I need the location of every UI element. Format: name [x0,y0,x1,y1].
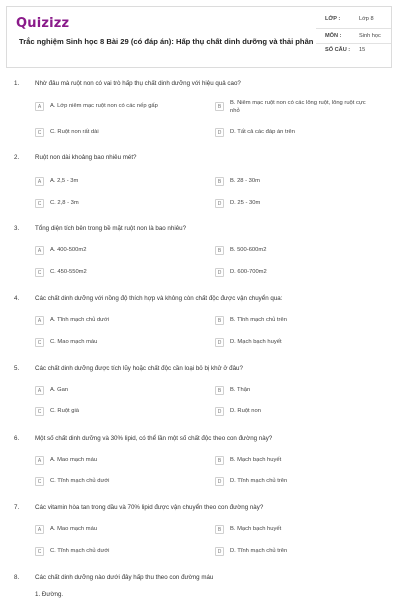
option-text: D. Tất cả các đáp án trên [230,129,295,135]
meta-grade [316,12,391,26]
option-text: D. 25 - 30m [230,200,261,206]
option-letter: A [35,386,44,395]
question-number: 4. [14,295,20,302]
question-number: 1. [14,80,20,87]
option-letter: D [215,199,224,208]
question-text: Một số chất dinh dưỡng và 30% lipid, có thể lần một số chất độc theo con đường này? [35,435,273,442]
option-letter: C [35,338,44,347]
option-letter: B [215,177,224,186]
option-letter: A [35,456,44,465]
option-text: C. Ruột già [50,408,79,414]
meta-label: LỚP : [325,16,341,22]
option-letter: C [35,407,44,416]
option-text: C. Mao mạch máu [50,339,98,345]
option-letter: D [215,338,224,347]
option-text: B. Tĩnh mạch chủ trên [230,317,287,323]
meta-value: Sinh học [359,33,381,39]
question-text: Các chất dinh dưỡng được tích lũy hoặc chất độc cần loại bỏ bị khử ở đâu? [35,365,243,372]
option-letter: B [215,525,224,534]
question-text: Tổng diện tích bên trong bề mặt ruột non là bao nhiêu? [35,225,187,232]
option-text: B. Thận [230,387,251,393]
option-letter: C [35,477,44,486]
meta-value: Lớp 8 [359,16,374,22]
question-number: 7. [14,504,20,511]
option-text: B. Niêm mạc ruột non có các lông ruột, lông ruột cực nhỏ [230,100,366,114]
option-letter: D [215,477,224,486]
question-number: 6. [14,435,20,442]
option-text: A. Gan [50,387,69,393]
question-text: Các chất dinh dưỡng với nồng độ thích hợp và không còn chất độc được vận chuyển qua: [35,295,283,302]
question-subtext: 1. Đường. [35,591,64,598]
option-text: D. 600-700m2 [230,269,267,275]
option-letter: C [35,547,44,556]
option-letter: B [215,102,224,111]
option-text: A. 400-500m2 [50,247,87,253]
brand-logo: Quizizz [16,16,70,31]
option-letter: B [215,456,224,465]
option-text: A. Mao mạch máu [50,526,98,532]
option-text: D. Ruột non [230,408,261,414]
option-letter: A [35,525,44,534]
question-number: 3. [14,225,20,232]
option-text: A. Lớp niêm mạc ruột non có các nếp gấp [50,103,158,109]
option-letter: C [35,128,44,137]
option-text: A. Tĩnh mạch chủ dưới [50,317,110,323]
option-text: B. 500-600m2 [230,247,267,253]
meta-label: MÔN : [325,33,342,39]
option-text: B. Mạch bạch huyết [230,526,282,532]
option-text: D. Tĩnh mạch chủ trên [230,478,288,484]
question-number: 2. [14,154,20,161]
option-letter: A [35,102,44,111]
meta-subject [316,28,391,44]
option-text: D. Mạch bạch huyết [230,339,282,345]
option-text: C. Tĩnh mạch chủ dưới [50,478,110,484]
worksheet-title: Trắc nghiệm Sinh học 8 Bài 29 (có đáp án): Hấp thụ chất dinh dưỡng và thải phân [19,37,314,46]
option-letter: D [215,128,224,137]
option-text: B. 28 - 30m [230,178,260,184]
option-text: C. 450-550m2 [50,269,87,275]
question-text: Các vitamin hòa tan trong dầu và 70% lipid được vận chuyển theo con đường này? [35,504,264,511]
meta-question-count [316,43,391,57]
meta-value: 15 [359,47,366,53]
option-letter: B [215,246,224,255]
option-letter: C [35,268,44,277]
option-letter: C [35,199,44,208]
option-letter: B [215,386,224,395]
option-text: D. Tĩnh mạch chủ trên [230,548,288,554]
option-text: A. Mao mạch máu [50,457,98,463]
option-letter: D [215,407,224,416]
question-text: Nhờ đâu mà ruột non có vai trò hấp thụ chất dinh dưỡng với hiệu quả cao? [35,80,241,87]
option-letter: D [215,268,224,277]
meta-label: SỐ CÂU : [325,47,351,53]
question-text: Ruột non dài khoảng bao nhiêu mét? [35,154,137,161]
option-letter: A [35,316,44,325]
option-letter: B [215,316,224,325]
question-number: 5. [14,365,20,372]
option-letter: D [215,547,224,556]
option-text: A. 2,5 - 3m [50,178,79,184]
option-letter: A [35,246,44,255]
option-text: C. Ruột non rất dài [50,129,99,135]
option-text: B. Mạch bạch huyết [230,457,282,463]
option-text: C. Tĩnh mạch chủ dưới [50,548,110,554]
question-number: 8. [14,574,20,581]
question-text: Các chất dinh dưỡng nào dưới đây hấp thu theo con đường máu [35,574,214,581]
option-letter: A [35,177,44,186]
option-text: C. 2,8 - 3m [50,200,79,206]
